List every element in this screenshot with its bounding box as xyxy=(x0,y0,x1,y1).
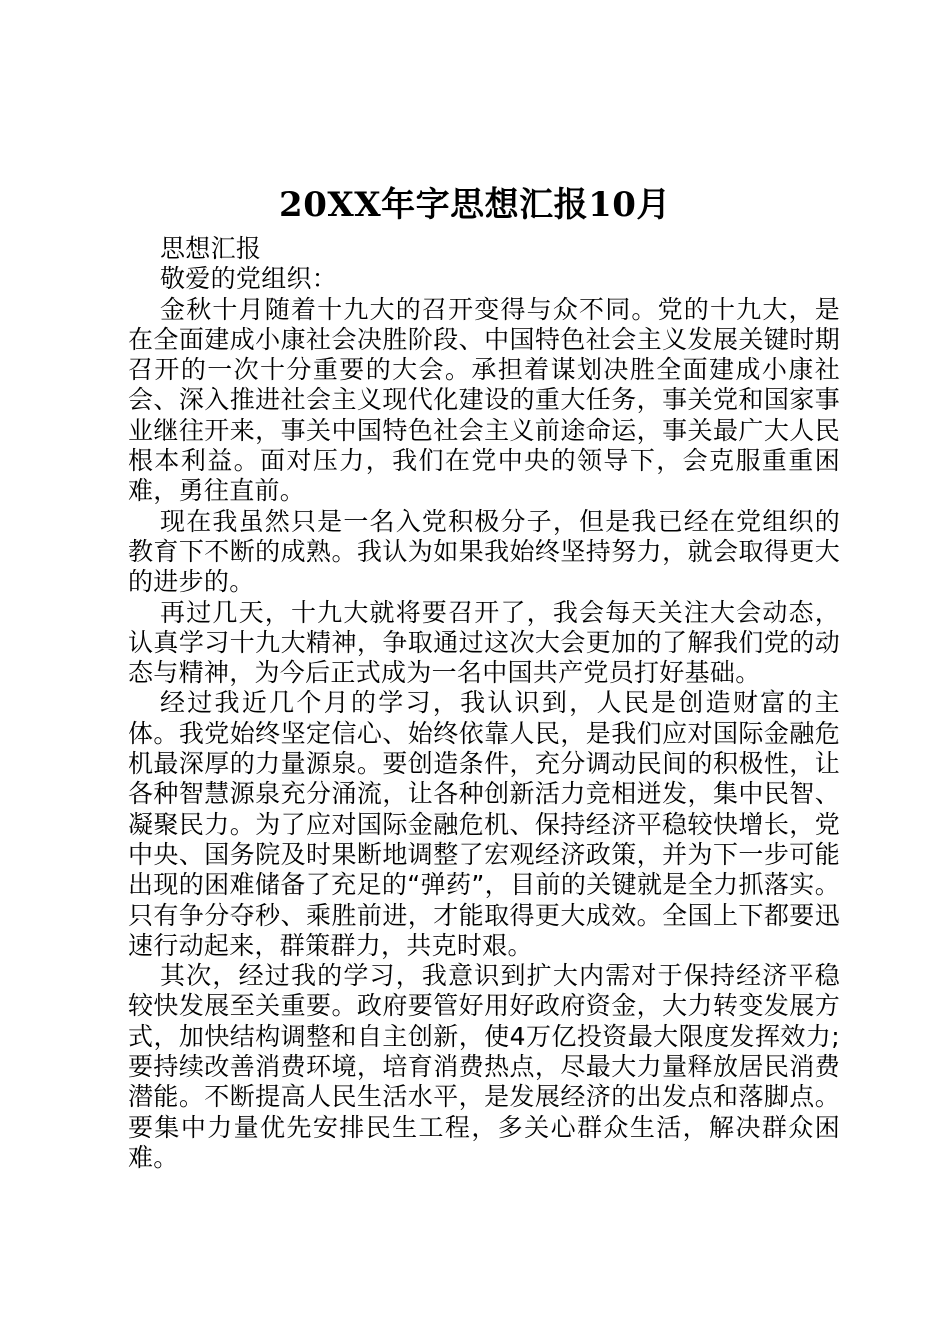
paragraph: 再过几天，十九大就将要召开了，我会每天关注大会动态，认真学习十九大精神，争取通过这次大会更加的了解我们党的动态与精神，为今后正式成为一名中国共产党员打好基础。 xyxy=(128,597,840,688)
paragraph: 其次，经过我的学习，我意识到扩大内需对于保持经济平稳较快发展至关重要。政府要管好用好政府资金，大力转变发展方式，加快结构调整和自主创新，使4万亿投资最大限度发挥效力;要持续改善消费环境，培育消费热点，尽最大力量释放居民消费潜能。不断提高人民生活水平，是发展经济的出发点和落脚点。要集中力量优先安排民生工程，多关心群众生活，解决群众困难。 xyxy=(128,961,840,1172)
paragraph: 金秋十月随着十九大的召开变得与众不同。党的十九大，是在全面建成小康社会决胜阶段、中国特色社会主义发展关键时期召开的一次十分重要的大会。承担着谋划决胜全面建成小康社会、深入推进社会主义现代化建设的重大任务，事关党和国家事业继往开来，事关中国特色社会主义前途命运，事关最广大人民根本利益。面对压力，我们在党中央的领导下，会克服重重困难，勇往直前。 xyxy=(128,294,840,506)
document-body xyxy=(128,234,840,1173)
salutation: 敬爱的党组织： xyxy=(160,264,338,294)
paragraph: 经过我近几个月的学习，我认识到，人民是创造财富的主体。我党始终坚定信心、始终依靠人民，是我们应对国际金融危机最深厚的力量源泉。要创造条件，充分调动民间的积极性，让各种智慧源泉充分涌流，让各种创新活力竞相迸发，集中民智、凝聚民力。为了应对国际金融危机、保持经济平稳较快增长，党中央、国务院及时果断地调整了宏观经济政策，并为下一步可能出现的困难储备了充足的“弹药”，目前的关键就是全力抓落实。只有争分夺秒、乘胜前进，才能取得更大成效。全国上下都要迅速行动起来，群策群力，共克时艰。 xyxy=(128,688,840,960)
document-heading: 思想汇报 xyxy=(160,234,262,263)
document-title: 20XX年字思想汇报10月 xyxy=(279,185,671,225)
paragraph: 现在我虽然只是一名入党积极分子，但是我已经在党组织的教育下不断的成熟。我认为如果我始终坚持努力，就会取得更大的进步的。 xyxy=(128,506,840,597)
